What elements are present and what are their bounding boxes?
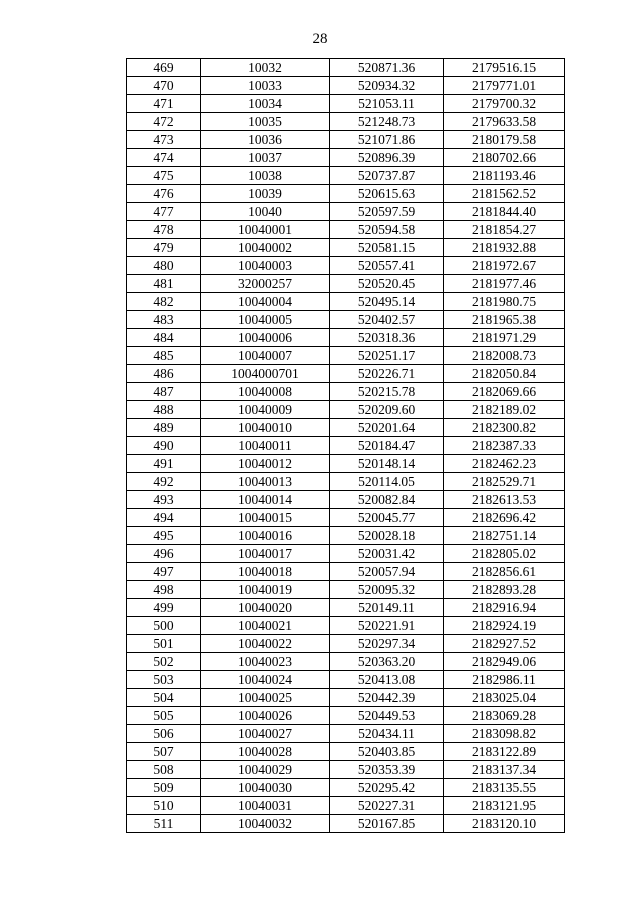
row-number-cell: 490 [127,437,201,455]
x-coordinate-cell: 520581.15 [330,239,444,257]
row-number-cell: 498 [127,581,201,599]
point-id-cell: 10036 [201,131,330,149]
y-coordinate-cell: 2182856.61 [444,563,565,581]
y-coordinate-cell: 2179516.15 [444,59,565,77]
point-id-cell: 10040018 [201,563,330,581]
x-coordinate-cell: 520871.36 [330,59,444,77]
table-row [127,671,565,689]
y-coordinate-cell: 2182696.42 [444,509,565,527]
y-coordinate-cell: 2183120.10 [444,815,565,833]
table-row [127,311,565,329]
x-coordinate-cell: 520442.39 [330,689,444,707]
table-row [127,203,565,221]
point-id-cell: 10032 [201,59,330,77]
row-number-cell: 472 [127,113,201,131]
x-coordinate-cell: 520095.32 [330,581,444,599]
point-id-cell: 10040012 [201,455,330,473]
point-id-cell: 10040 [201,203,330,221]
y-coordinate-cell: 2181193.46 [444,167,565,185]
row-number-cell: 510 [127,797,201,815]
row-number-cell: 508 [127,761,201,779]
table-row [127,365,565,383]
point-id-cell: 10040007 [201,347,330,365]
row-number-cell: 482 [127,293,201,311]
row-number-cell: 495 [127,527,201,545]
x-coordinate-cell: 520057.94 [330,563,444,581]
point-id-cell: 10040011 [201,437,330,455]
x-coordinate-cell: 521248.73 [330,113,444,131]
point-id-cell: 10040003 [201,257,330,275]
point-id-cell: 10040002 [201,239,330,257]
row-number-cell: 477 [127,203,201,221]
x-coordinate-cell: 520495.14 [330,293,444,311]
y-coordinate-cell: 2183025.04 [444,689,565,707]
row-number-cell: 470 [127,77,201,95]
y-coordinate-cell: 2181965.38 [444,311,565,329]
y-coordinate-cell: 2182529.71 [444,473,565,491]
point-id-cell: 10037 [201,149,330,167]
y-coordinate-cell: 2182189.02 [444,401,565,419]
y-coordinate-cell: 2179771.01 [444,77,565,95]
x-coordinate-cell: 520520.45 [330,275,444,293]
point-id-cell: 10035 [201,113,330,131]
table-row [127,635,565,653]
row-number-cell: 484 [127,329,201,347]
row-number-cell: 505 [127,707,201,725]
x-coordinate-cell: 520434.11 [330,725,444,743]
y-coordinate-cell: 2182805.02 [444,545,565,563]
point-id-cell: 10040017 [201,545,330,563]
row-number-cell: 485 [127,347,201,365]
x-coordinate-cell: 520403.85 [330,743,444,761]
point-id-cell: 32000257 [201,275,330,293]
row-number-cell: 511 [127,815,201,833]
table-row [127,131,565,149]
x-coordinate-cell: 520184.47 [330,437,444,455]
y-coordinate-cell: 2181980.75 [444,293,565,311]
row-number-cell: 489 [127,419,201,437]
row-number-cell: 497 [127,563,201,581]
point-id-cell: 10040026 [201,707,330,725]
table-row [127,113,565,131]
y-coordinate-cell: 2182387.33 [444,437,565,455]
point-id-cell: 10040016 [201,527,330,545]
table-row [127,95,565,113]
x-coordinate-cell: 520045.77 [330,509,444,527]
x-coordinate-cell: 520413.08 [330,671,444,689]
table-row [127,221,565,239]
point-id-cell: 10040005 [201,311,330,329]
table-row [127,563,565,581]
point-id-cell: 10040021 [201,617,330,635]
row-number-cell: 504 [127,689,201,707]
x-coordinate-cell: 520226.71 [330,365,444,383]
x-coordinate-cell: 521071.86 [330,131,444,149]
y-coordinate-cell: 2180702.66 [444,149,565,167]
row-number-cell: 503 [127,671,201,689]
y-coordinate-cell: 2182069.66 [444,383,565,401]
y-coordinate-cell: 2182924.19 [444,617,565,635]
y-coordinate-cell: 2183135.55 [444,779,565,797]
row-number-cell: 501 [127,635,201,653]
row-number-cell: 493 [127,491,201,509]
x-coordinate-cell: 521053.11 [330,95,444,113]
row-number-cell: 499 [127,599,201,617]
y-coordinate-cell: 2182751.14 [444,527,565,545]
point-id-cell: 10040008 [201,383,330,401]
x-coordinate-cell: 520615.63 [330,185,444,203]
x-coordinate-cell: 520597.59 [330,203,444,221]
row-number-cell: 487 [127,383,201,401]
row-number-cell: 486 [127,365,201,383]
x-coordinate-cell: 520896.39 [330,149,444,167]
y-coordinate-cell: 2181844.40 [444,203,565,221]
table-row [127,149,565,167]
table-row [127,509,565,527]
table-row [127,581,565,599]
y-coordinate-cell: 2182050.84 [444,365,565,383]
x-coordinate-cell: 520318.36 [330,329,444,347]
table-row [127,797,565,815]
row-number-cell: 507 [127,743,201,761]
x-coordinate-cell: 520215.78 [330,383,444,401]
table-row [127,545,565,563]
row-number-cell: 471 [127,95,201,113]
row-number-cell: 509 [127,779,201,797]
x-coordinate-cell: 520082.84 [330,491,444,509]
point-id-cell: 10040022 [201,635,330,653]
y-coordinate-cell: 2182949.06 [444,653,565,671]
table-row [127,437,565,455]
row-number-cell: 474 [127,149,201,167]
row-number-cell: 476 [127,185,201,203]
table-row [127,743,565,761]
y-coordinate-cell: 2182893.28 [444,581,565,599]
x-coordinate-cell: 520209.60 [330,401,444,419]
table-row [127,491,565,509]
x-coordinate-cell: 520449.53 [330,707,444,725]
row-number-cell: 500 [127,617,201,635]
y-coordinate-cell: 2179633.58 [444,113,565,131]
table-row [127,779,565,797]
y-coordinate-cell: 2182300.82 [444,419,565,437]
table-row [127,653,565,671]
point-id-cell: 10040025 [201,689,330,707]
y-coordinate-cell: 2183098.82 [444,725,565,743]
table-row [127,401,565,419]
row-number-cell: 491 [127,455,201,473]
table-row [127,383,565,401]
y-coordinate-cell: 2183069.28 [444,707,565,725]
table-row [127,347,565,365]
table-row [127,167,565,185]
x-coordinate-cell: 520295.42 [330,779,444,797]
point-id-cell: 10040023 [201,653,330,671]
point-id-cell: 10040024 [201,671,330,689]
point-id-cell: 10040001 [201,221,330,239]
table-row [127,185,565,203]
point-id-cell: 10040030 [201,779,330,797]
y-coordinate-cell: 2182008.73 [444,347,565,365]
y-coordinate-cell: 2182613.53 [444,491,565,509]
x-coordinate-cell: 520167.85 [330,815,444,833]
point-id-cell: 10040019 [201,581,330,599]
y-coordinate-cell: 2182986.11 [444,671,565,689]
table-row [127,275,565,293]
y-coordinate-cell: 2183122.89 [444,743,565,761]
x-coordinate-cell: 520737.87 [330,167,444,185]
point-id-cell: 1004000701 [201,365,330,383]
point-id-cell: 10038 [201,167,330,185]
y-coordinate-cell: 2182916.94 [444,599,565,617]
row-number-cell: 480 [127,257,201,275]
row-number-cell: 502 [127,653,201,671]
table-row [127,815,565,833]
point-id-cell: 10040015 [201,509,330,527]
row-number-cell: 478 [127,221,201,239]
x-coordinate-cell: 520031.42 [330,545,444,563]
table-row [127,455,565,473]
y-coordinate-cell: 2180179.58 [444,131,565,149]
point-id-cell: 10040027 [201,725,330,743]
x-coordinate-cell: 520297.34 [330,635,444,653]
x-coordinate-cell: 520114.05 [330,473,444,491]
y-coordinate-cell: 2181854.27 [444,221,565,239]
point-id-cell: 10040006 [201,329,330,347]
table-row [127,617,565,635]
table-row [127,329,565,347]
y-coordinate-cell: 2181972.67 [444,257,565,275]
point-id-cell: 10040014 [201,491,330,509]
point-id-cell: 10039 [201,185,330,203]
y-coordinate-cell: 2182462.23 [444,455,565,473]
point-id-cell: 10040029 [201,761,330,779]
y-coordinate-cell: 2181971.29 [444,329,565,347]
point-id-cell: 10040013 [201,473,330,491]
table-row [127,707,565,725]
x-coordinate-cell: 520594.58 [330,221,444,239]
x-coordinate-cell: 520363.20 [330,653,444,671]
x-coordinate-cell: 520934.32 [330,77,444,95]
point-id-cell: 10040031 [201,797,330,815]
table-row [127,725,565,743]
point-id-cell: 10033 [201,77,330,95]
y-coordinate-cell: 2183121.95 [444,797,565,815]
y-coordinate-cell: 2182927.52 [444,635,565,653]
row-number-cell: 483 [127,311,201,329]
table-row [127,599,565,617]
table-row [127,239,565,257]
table-row [127,59,565,77]
point-id-cell: 10040020 [201,599,330,617]
x-coordinate-cell: 520251.17 [330,347,444,365]
table-row [127,689,565,707]
coordinates-table [126,58,565,833]
row-number-cell: 481 [127,275,201,293]
coordinates-table-body [127,59,565,833]
y-coordinate-cell: 2179700.32 [444,95,565,113]
table-row [127,293,565,311]
point-id-cell: 10040032 [201,815,330,833]
table-row [127,527,565,545]
y-coordinate-cell: 2181932.88 [444,239,565,257]
row-number-cell: 506 [127,725,201,743]
y-coordinate-cell: 2181977.46 [444,275,565,293]
point-id-cell: 10040004 [201,293,330,311]
table-row [127,257,565,275]
y-coordinate-cell: 2183137.34 [444,761,565,779]
x-coordinate-cell: 520221.91 [330,617,444,635]
x-coordinate-cell: 520353.39 [330,761,444,779]
x-coordinate-cell: 520148.14 [330,455,444,473]
x-coordinate-cell: 520557.41 [330,257,444,275]
y-coordinate-cell: 2181562.52 [444,185,565,203]
page-number: 28 [312,31,328,47]
x-coordinate-cell: 520149.11 [330,599,444,617]
row-number-cell: 469 [127,59,201,77]
x-coordinate-cell: 520402.57 [330,311,444,329]
row-number-cell: 492 [127,473,201,491]
table-row [127,473,565,491]
table-row [127,761,565,779]
row-number-cell: 475 [127,167,201,185]
point-id-cell: 10034 [201,95,330,113]
row-number-cell: 473 [127,131,201,149]
point-id-cell: 10040028 [201,743,330,761]
x-coordinate-cell: 520028.18 [330,527,444,545]
table-row [127,419,565,437]
x-coordinate-cell: 520227.31 [330,797,444,815]
x-coordinate-cell: 520201.64 [330,419,444,437]
row-number-cell: 488 [127,401,201,419]
point-id-cell: 10040009 [201,401,330,419]
row-number-cell: 496 [127,545,201,563]
table-row [127,77,565,95]
point-id-cell: 10040010 [201,419,330,437]
row-number-cell: 494 [127,509,201,527]
row-number-cell: 479 [127,239,201,257]
